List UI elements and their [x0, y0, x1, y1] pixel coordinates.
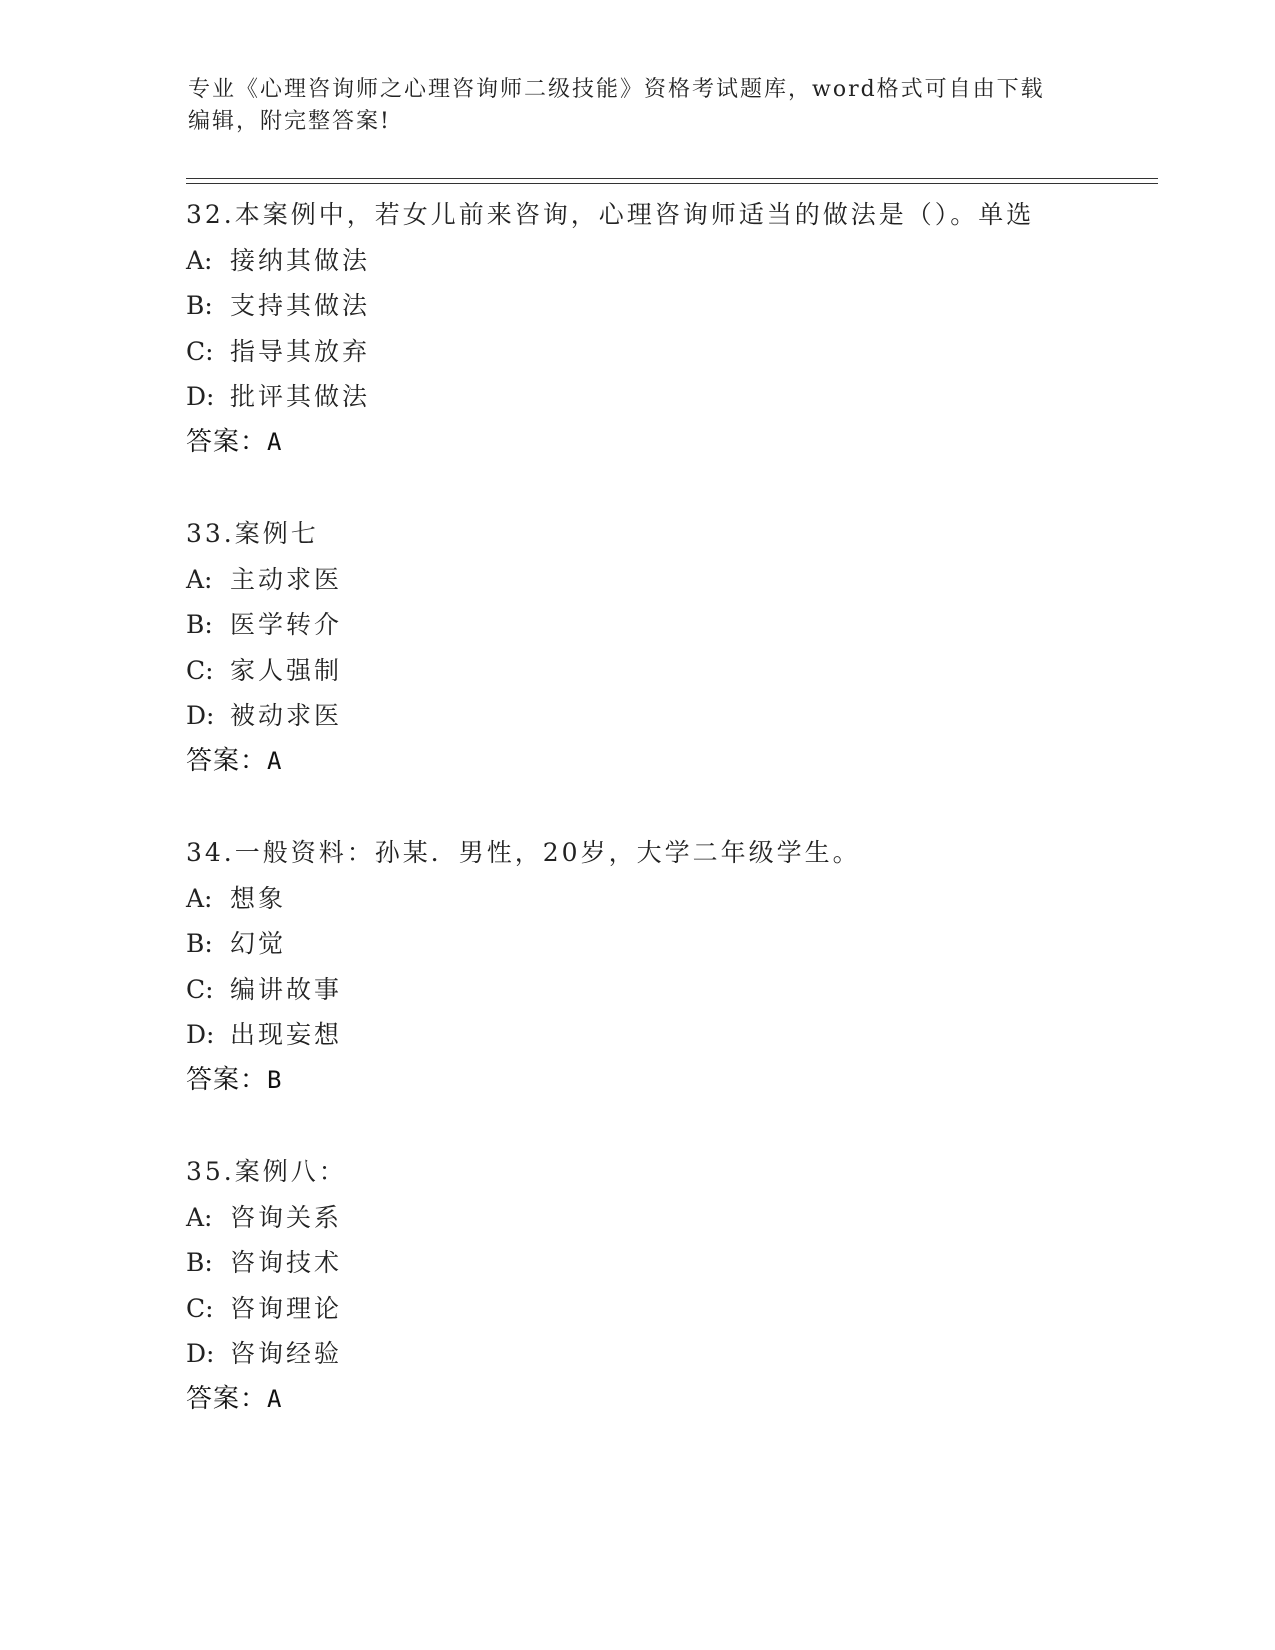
option-key: B:	[186, 929, 213, 959]
option-a	[186, 876, 1146, 922]
question-34	[186, 830, 1146, 1104]
question-stem: 34.一般资料：孙某．男性，20岁，大学二年级学生。	[186, 838, 861, 867]
option-c	[186, 967, 1146, 1013]
option-text: 咨询理论	[230, 1293, 343, 1323]
answer-line	[186, 1377, 1146, 1423]
option-b	[186, 921, 1146, 967]
option-c	[186, 329, 1146, 375]
option-text: 咨询技术	[230, 1248, 343, 1278]
option-d	[186, 1012, 1146, 1058]
question-35	[186, 1149, 1146, 1423]
option-b	[186, 602, 1146, 648]
option-text: 想象	[230, 883, 287, 913]
option-text: 批评其做法	[230, 382, 371, 412]
answer-line	[186, 1058, 1146, 1104]
option-a	[186, 238, 1146, 284]
option-text: 医学转介	[230, 610, 343, 640]
option-key: B:	[186, 1248, 213, 1278]
option-text: 指导其放弃	[230, 336, 371, 366]
option-text: 咨询经验	[230, 1339, 343, 1369]
answer-value: A	[267, 746, 283, 775]
option-b	[186, 1240, 1146, 1286]
question-stem: 32.本案例中，若女儿前来咨询，心理咨询师适当的做法是（）。单选	[186, 200, 1035, 229]
header-line-2: 编辑，附完整答案!	[188, 109, 391, 134]
answer-label: 答案：	[186, 745, 268, 776]
answer-value: B	[267, 1065, 283, 1094]
option-key: C:	[186, 336, 214, 366]
option-c	[186, 1286, 1146, 1332]
answer-value: A	[267, 1384, 283, 1413]
header-line-1: 专业《心理咨询师之心理咨询师二级技能》资格考试题库，word格式可自由下载	[188, 77, 1045, 102]
option-key: C:	[186, 1293, 214, 1323]
answer-value: A	[267, 427, 283, 456]
document-header	[188, 74, 1088, 138]
option-text: 接纳其做法	[230, 245, 371, 275]
header-divider-bottom	[186, 183, 1158, 184]
option-key: C:	[186, 655, 214, 685]
option-key: D:	[186, 382, 215, 412]
option-key: D:	[186, 701, 215, 731]
option-a	[186, 1195, 1146, 1241]
option-a	[186, 557, 1146, 603]
answer-label: 答案：	[186, 1064, 268, 1095]
option-text: 主动求医	[230, 564, 343, 594]
option-text: 出现妄想	[230, 1020, 343, 1050]
option-key: B:	[186, 610, 213, 640]
option-key: D:	[186, 1339, 215, 1369]
question-stem: 33.案例七	[186, 519, 319, 548]
option-text: 咨询关系	[230, 1202, 343, 1232]
option-d	[186, 374, 1146, 420]
option-b	[186, 283, 1146, 329]
option-c	[186, 648, 1146, 694]
option-key: A:	[186, 1202, 213, 1232]
option-d	[186, 693, 1146, 739]
option-text: 幻觉	[230, 929, 287, 959]
option-d	[186, 1331, 1146, 1377]
answer-line	[186, 739, 1146, 785]
answer-line	[186, 420, 1146, 466]
option-key: A:	[186, 564, 213, 594]
answer-label: 答案：	[186, 1383, 268, 1414]
option-text: 支持其做法	[230, 291, 371, 321]
option-key: A:	[186, 245, 213, 275]
option-key: B:	[186, 291, 213, 321]
question-33	[186, 511, 1146, 785]
option-text: 编讲故事	[230, 974, 343, 1004]
answer-label: 答案：	[186, 426, 268, 457]
option-key: C:	[186, 974, 214, 1004]
option-key: D:	[186, 1020, 215, 1050]
option-text: 家人强制	[230, 655, 343, 685]
header-divider-top	[186, 178, 1158, 179]
option-text: 被动求医	[230, 701, 343, 731]
question-32	[186, 192, 1146, 466]
question-stem: 35.案例八：	[186, 1157, 347, 1186]
option-key: A:	[186, 883, 213, 913]
